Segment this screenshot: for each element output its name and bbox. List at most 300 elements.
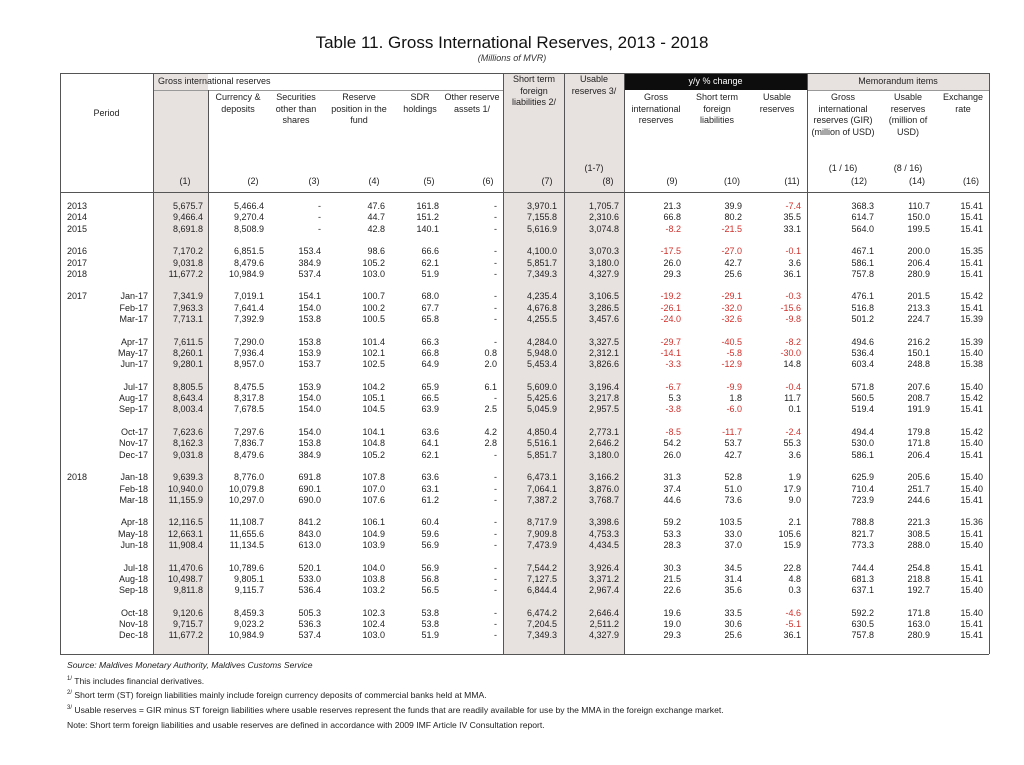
cell-col-12: 637.1 bbox=[851, 585, 874, 596]
cell-col-7: 5,609.0 bbox=[526, 381, 557, 392]
cell-col-7: 4,284.0 bbox=[526, 336, 557, 347]
row-period-label: Feb-17 bbox=[119, 302, 148, 313]
cell-col-2: 9,805.1 bbox=[233, 573, 264, 584]
row-year: 2015 bbox=[67, 223, 88, 234]
row-period-label: May-18 bbox=[117, 528, 148, 539]
cell-col-9: 22.6 bbox=[663, 585, 681, 596]
cell-col-13: 192.7 bbox=[907, 585, 930, 596]
cell-col-4: 104.9 bbox=[362, 528, 385, 539]
cell-col-7: 7,473.9 bbox=[526, 540, 557, 550]
cell-col-1: 10,940.0 bbox=[167, 483, 203, 494]
footnote-mark-3: 3/ bbox=[67, 705, 73, 712]
cell-col-9: -24.0 bbox=[660, 314, 681, 324]
cell-col-3: 154.1 bbox=[298, 291, 321, 302]
cell-col-6: 2.5 bbox=[484, 404, 497, 415]
cell-col-6: 6.1 bbox=[484, 381, 497, 392]
cell-col-9: 28.3 bbox=[663, 540, 681, 550]
cell-col-13: 110.7 bbox=[908, 201, 930, 211]
memo-group-header: Memorandum items bbox=[858, 76, 938, 86]
cell-col-8: 3,327.5 bbox=[588, 336, 619, 347]
cell-col-14: 15.36 bbox=[960, 517, 983, 528]
colnum-5: (5) bbox=[423, 176, 435, 186]
cell-col-10: -21.5 bbox=[721, 223, 742, 234]
cell-col-9: 53.3 bbox=[663, 528, 681, 539]
cell-col-7: 6,473.1 bbox=[526, 472, 557, 483]
cell-col-9: 44.6 bbox=[663, 494, 681, 505]
cell-col-5: 161.8 bbox=[416, 201, 439, 211]
cell-col-1: 12,663.1 bbox=[167, 528, 203, 539]
cell-col-4: 44.7 bbox=[367, 212, 385, 223]
colnum-7: (7) bbox=[541, 176, 553, 186]
cell-col-12: 571.8 bbox=[851, 381, 874, 392]
cell-col-4: 98.6 bbox=[367, 246, 385, 257]
cell-col-14: 15.39 bbox=[960, 336, 983, 347]
cell-col-4: 106.1 bbox=[362, 517, 385, 528]
cell-col-5: 65.9 bbox=[421, 381, 439, 392]
cell-col-12: 710.4 bbox=[851, 483, 874, 494]
cell-col-13: 213.3 bbox=[907, 302, 930, 313]
cell-col-12: 757.8 bbox=[851, 268, 874, 279]
cell-col-6: - bbox=[494, 585, 497, 596]
cell-col-9: -29.7 bbox=[660, 336, 681, 347]
cell-col-6: 2.0 bbox=[484, 359, 497, 370]
cell-col-4: 100.7 bbox=[362, 291, 385, 302]
cell-col-14: 15.42 bbox=[960, 393, 983, 404]
row-period-label: May-17 bbox=[117, 347, 148, 358]
cell-col-10: -32.6 bbox=[721, 314, 742, 324]
cell-col-4: 103.9 bbox=[362, 540, 385, 550]
cell-col-9: 5.3 bbox=[668, 393, 681, 404]
cell-col-6: - bbox=[494, 540, 497, 550]
cell-col-2: 7,836.7 bbox=[233, 438, 264, 449]
cell-col-1: 9,031.8 bbox=[172, 449, 203, 460]
cell-col-11: 3.6 bbox=[788, 257, 801, 268]
cell-col-10: 52.8 bbox=[724, 472, 742, 483]
cell-col-4: 102.5 bbox=[362, 359, 385, 370]
cell-col-6: - bbox=[494, 212, 497, 223]
footnote-3 bbox=[67, 705, 724, 715]
cell-col-11: 11.7 bbox=[784, 393, 801, 404]
cell-col-1: 9,811.8 bbox=[173, 585, 203, 596]
row-period-label: Apr-17 bbox=[120, 336, 148, 347]
cell-col-9: 21.5 bbox=[663, 573, 681, 584]
cell-col-5: 63.6 bbox=[421, 472, 439, 483]
row-period-label: Oct-18 bbox=[120, 607, 148, 618]
cell-col-13: 207.6 bbox=[907, 381, 930, 392]
cell-col-4: 101.4 bbox=[362, 336, 385, 347]
cell-col-4: 104.2 bbox=[362, 381, 385, 392]
cell-col-9: -8.5 bbox=[665, 427, 681, 437]
cell-col-5: 66.6 bbox=[421, 246, 439, 257]
cell-col-8: 2,646.2 bbox=[588, 438, 619, 449]
cell-col-9: -3.3 bbox=[665, 359, 681, 370]
cell-col-13: 308.5 bbox=[907, 528, 930, 539]
cell-col-7: 5,425.6 bbox=[526, 393, 557, 404]
cell-col-7: 4,100.0 bbox=[526, 246, 557, 257]
cell-col-5: 56.9 bbox=[421, 562, 439, 573]
cell-col-9: -6.7 bbox=[665, 381, 681, 392]
cell-col-5: 63.6 bbox=[421, 427, 439, 437]
cell-col-10: -32.0 bbox=[721, 302, 742, 313]
row-period-label: Mar-18 bbox=[119, 494, 148, 505]
cell-col-13: 208.7 bbox=[907, 393, 930, 404]
cell-col-11: 105.6 bbox=[778, 528, 801, 539]
cell-col-8: 2,957.5 bbox=[588, 404, 619, 415]
cell-col-5: 63.9 bbox=[421, 404, 439, 415]
col-sdr: SDR holdings bbox=[403, 92, 437, 114]
cell-col-1: 7,611.5 bbox=[173, 336, 203, 347]
row-period-label: Mar-17 bbox=[119, 314, 148, 324]
cell-col-5: 53.8 bbox=[421, 619, 439, 630]
footnote-2-text: Short term (ST) foreign liabilities mainly include foreign currency deposits of commercial banks held at MMA. bbox=[74, 690, 487, 700]
cell-col-14: 15.41 bbox=[960, 449, 983, 460]
cell-col-3: 384.9 bbox=[298, 257, 321, 268]
cell-col-1: 9,639.3 bbox=[172, 472, 203, 483]
row-year: 2018 bbox=[67, 472, 88, 483]
footnote-source: Source: Maldives Monetary Authority, Maldives Customs Service bbox=[67, 660, 313, 670]
cell-col-11: -0.4 bbox=[785, 381, 801, 392]
cell-col-12: 744.4 bbox=[851, 562, 874, 573]
cell-col-4: 105.2 bbox=[362, 257, 385, 268]
cell-col-1: 8,260.1 bbox=[172, 347, 203, 358]
formula-gir-usd: (1 / 16) bbox=[828, 163, 858, 173]
footnote-mark-1: 1/ bbox=[67, 676, 73, 683]
cell-col-1: 9,031.8 bbox=[172, 257, 203, 268]
cell-col-13: 191.9 bbox=[907, 404, 930, 415]
cell-col-1: 7,623.6 bbox=[172, 427, 203, 437]
memo-group-underline bbox=[807, 90, 989, 91]
cell-col-3: 153.8 bbox=[298, 336, 321, 347]
col-exchange-rate: Exchange rate bbox=[942, 92, 984, 114]
cell-col-1: 12,116.5 bbox=[168, 517, 203, 528]
cell-col-6: - bbox=[494, 393, 497, 404]
cell-col-4: 104.5 bbox=[362, 404, 385, 415]
cell-col-14: 15.39 bbox=[960, 314, 983, 324]
cell-col-8: 2,312.1 bbox=[588, 347, 619, 358]
cell-col-9: -26.1 bbox=[660, 302, 681, 313]
cell-col-11: -7.4 bbox=[785, 201, 801, 211]
cell-col-11: -5.1 bbox=[785, 619, 801, 630]
row-period-label: Jul-18 bbox=[123, 562, 148, 573]
row-period-label: Apr-18 bbox=[120, 517, 148, 528]
cell-col-8: 3,286.5 bbox=[588, 302, 619, 313]
cell-col-6: - bbox=[494, 517, 497, 528]
cell-col-3: 841.2 bbox=[298, 517, 321, 528]
cell-col-4: 42.8 bbox=[367, 223, 385, 234]
cell-col-9: 59.2 bbox=[663, 517, 681, 528]
cell-col-13: 199.5 bbox=[907, 223, 930, 234]
row-period-label: Jun-17 bbox=[120, 359, 148, 370]
cell-col-5: 59.6 bbox=[421, 528, 439, 539]
cell-col-3: 153.8 bbox=[298, 438, 321, 449]
cell-col-11: 55.3 bbox=[783, 438, 801, 449]
cell-col-13: 163.0 bbox=[907, 619, 930, 630]
cell-col-14: 15.40 bbox=[960, 347, 983, 358]
cell-col-8: 3,166.2 bbox=[588, 472, 619, 483]
col-other-reserve: Other reserve assets 1/ bbox=[444, 92, 500, 114]
cell-col-3: 153.8 bbox=[298, 314, 321, 324]
cell-col-2: 7,297.6 bbox=[233, 427, 264, 437]
row-period-label: Oct-17 bbox=[120, 427, 148, 437]
gir-group-underline bbox=[153, 90, 503, 91]
cell-col-2: 6,851.5 bbox=[233, 246, 264, 257]
cell-col-13: 150.1 bbox=[907, 347, 930, 358]
cell-col-3: 691.8 bbox=[298, 472, 321, 483]
cell-col-12: 586.1 bbox=[851, 449, 874, 460]
cell-col-13: 206.4 bbox=[907, 257, 930, 268]
cell-col-10: 42.7 bbox=[724, 449, 742, 460]
cell-col-4: 102.3 bbox=[362, 607, 385, 618]
cell-col-9: 19.6 bbox=[663, 607, 681, 618]
cell-col-5: 62.1 bbox=[421, 449, 439, 460]
cell-col-1: 9,280.1 bbox=[172, 359, 203, 370]
cell-col-9: 66.8 bbox=[663, 212, 681, 223]
cell-col-14: 15.41 bbox=[960, 630, 983, 641]
cell-col-6: - bbox=[494, 257, 497, 268]
cell-col-14: 15.41 bbox=[960, 494, 983, 505]
cell-col-14: 15.41 bbox=[960, 201, 983, 211]
cell-col-13: 288.0 bbox=[907, 540, 930, 550]
cell-col-14: 15.41 bbox=[960, 562, 983, 573]
cell-col-2: 8,957.0 bbox=[233, 359, 264, 370]
cell-col-1: 9,715.7 bbox=[172, 619, 203, 630]
cell-col-7: 5,948.0 bbox=[526, 347, 557, 358]
cell-col-6: - bbox=[494, 223, 497, 234]
cell-col-11: 0.1 bbox=[788, 404, 801, 415]
cell-col-8: 3,926.4 bbox=[588, 562, 619, 573]
row-period-label: Feb-18 bbox=[119, 483, 148, 494]
cell-col-12: 467.1 bbox=[851, 246, 874, 257]
cell-col-12: 681.3 bbox=[851, 573, 874, 584]
footnote-4: Note: Short term foreign liabilities and usable reserves are defined in accordance with 2009 IMF Article IV Consultation report. bbox=[67, 720, 545, 730]
cell-col-11: -30.0 bbox=[780, 347, 801, 358]
row-period-label: Jul-17 bbox=[123, 381, 148, 392]
cell-col-12: 530.0 bbox=[851, 438, 874, 449]
cell-col-6: 2.8 bbox=[484, 438, 497, 449]
cell-col-1: 8,003.4 bbox=[172, 404, 203, 415]
cell-col-10: -9.9 bbox=[726, 381, 742, 392]
cell-col-2: 7,290.0 bbox=[233, 336, 264, 347]
cell-col-8: 3,070.3 bbox=[588, 246, 619, 257]
footnote-1 bbox=[67, 676, 204, 686]
cell-col-3: 154.0 bbox=[298, 404, 321, 415]
cell-col-4: 104.1 bbox=[362, 427, 385, 437]
row-period-label: Sep-18 bbox=[118, 585, 148, 596]
cell-col-9: 37.4 bbox=[663, 483, 681, 494]
cell-col-11: 36.1 bbox=[783, 630, 801, 641]
cell-col-11: 9.0 bbox=[788, 494, 801, 505]
cell-col-4: 103.8 bbox=[362, 573, 385, 584]
cell-col-7: 7,204.5 bbox=[526, 619, 557, 630]
cell-col-12: 501.2 bbox=[851, 314, 874, 324]
cell-col-2: 10,984.9 bbox=[228, 268, 264, 279]
cell-col-7: 5,453.4 bbox=[526, 359, 557, 370]
cell-col-14: 15.41 bbox=[960, 573, 983, 584]
cell-col-11: 0.3 bbox=[788, 585, 801, 596]
cell-col-11: 36.1 bbox=[783, 268, 801, 279]
cell-col-8: 3,371.2 bbox=[588, 573, 619, 584]
cell-col-5: 68.0 bbox=[421, 291, 439, 302]
cell-col-14: 15.40 bbox=[960, 381, 983, 392]
cell-col-5: 151.2 bbox=[416, 212, 439, 223]
cell-col-10: -11.7 bbox=[722, 427, 742, 437]
cell-col-4: 102.4 bbox=[362, 619, 385, 630]
cell-col-13: 280.9 bbox=[907, 630, 930, 641]
cell-col-10: 42.7 bbox=[724, 257, 742, 268]
cell-col-4: 103.0 bbox=[362, 268, 385, 279]
cell-col-12: 536.4 bbox=[851, 347, 874, 358]
cell-col-6: - bbox=[494, 630, 497, 641]
cell-col-4: 105.2 bbox=[362, 449, 385, 460]
cell-col-7: 7,155.8 bbox=[526, 212, 557, 223]
footnote-mark-2: 2/ bbox=[67, 690, 73, 697]
cell-col-2: 10,297.0 bbox=[228, 494, 264, 505]
cell-col-5: 63.1 bbox=[421, 483, 439, 494]
cell-col-2: 10,079.8 bbox=[228, 483, 264, 494]
cell-col-8: 2,646.4 bbox=[588, 607, 619, 618]
cell-col-3: 690.0 bbox=[298, 494, 321, 505]
cell-col-11: -8.2 bbox=[785, 336, 801, 347]
cell-col-10: 37.0 bbox=[724, 540, 742, 550]
cell-col-4: 107.8 bbox=[362, 472, 385, 483]
cell-col-12: 516.8 bbox=[851, 302, 874, 313]
formula-usable: (1-7) bbox=[584, 163, 604, 173]
cell-col-13: 179.8 bbox=[907, 427, 930, 437]
cell-col-9: -19.2 bbox=[660, 291, 681, 302]
cell-col-1: 8,805.5 bbox=[172, 381, 203, 392]
cell-col-6: 0.8 bbox=[484, 347, 497, 358]
cell-col-10: 33.0 bbox=[724, 528, 742, 539]
cell-col-5: 65.8 bbox=[421, 314, 439, 324]
cell-col-13: 254.8 bbox=[907, 562, 930, 573]
cell-col-7: 7,387.2 bbox=[526, 494, 557, 505]
row-year: 2017 bbox=[67, 257, 88, 268]
footnote-3-text: Usable reserves = GIR minus ST foreign liabilities where usable reserves represent the funds that are readily available for use by the MMA in the foreign exchange market. bbox=[74, 705, 724, 715]
cell-col-1: 9,466.4 bbox=[172, 212, 203, 223]
cell-col-11: 35.5 bbox=[783, 212, 801, 223]
cell-col-9: -3.8 bbox=[665, 404, 681, 415]
cell-col-2: 7,678.5 bbox=[233, 404, 264, 415]
cell-col-13: 171.8 bbox=[907, 438, 930, 449]
row-year: 2018 bbox=[67, 268, 88, 279]
cell-col-13: 216.2 bbox=[907, 336, 930, 347]
cell-col-2: 10,789.6 bbox=[228, 562, 264, 573]
cell-col-10: 80.2 bbox=[724, 212, 742, 223]
cell-col-1: 11,470.6 bbox=[168, 562, 203, 573]
col-securities: Securities other than shares bbox=[275, 92, 317, 125]
cell-col-14: 15.35 bbox=[960, 246, 983, 257]
cell-col-1: 7,341.9 bbox=[172, 291, 203, 302]
cell-col-11: 17.9 bbox=[783, 483, 801, 494]
cell-col-6: - bbox=[494, 246, 497, 257]
cell-col-8: 2,773.1 bbox=[588, 427, 619, 437]
cell-col-3: 613.0 bbox=[298, 540, 321, 550]
cell-col-4: 100.2 bbox=[362, 302, 385, 313]
cell-col-6: - bbox=[494, 201, 497, 211]
cell-col-4: 100.5 bbox=[362, 314, 385, 324]
cell-col-7: 7,349.3 bbox=[526, 630, 557, 641]
cell-col-8: 4,753.3 bbox=[588, 528, 619, 539]
cell-col-6: - bbox=[494, 494, 497, 505]
col-yy-gir: Gross international reserves bbox=[631, 92, 681, 125]
cell-col-8: 4,327.9 bbox=[588, 268, 619, 279]
cell-col-4: 107.0 bbox=[362, 483, 385, 494]
cell-col-10: -27.0 bbox=[721, 246, 742, 257]
cell-col-8: 1,705.7 bbox=[588, 201, 619, 211]
cell-col-4: 104.8 bbox=[362, 438, 385, 449]
cell-col-3: 154.0 bbox=[298, 427, 321, 437]
row-period-label: Nov-18 bbox=[118, 619, 148, 630]
cell-col-1: 7,713.1 bbox=[172, 314, 203, 324]
cell-col-7: 4,255.5 bbox=[526, 314, 557, 324]
cell-col-1: 11,677.2 bbox=[168, 268, 203, 279]
cell-col-11: -15.6 bbox=[780, 302, 801, 313]
cell-col-12: 625.9 bbox=[851, 472, 874, 483]
cell-col-13: 224.7 bbox=[907, 314, 930, 324]
cell-col-13: 244.6 bbox=[907, 494, 930, 505]
row-period-label: Dec-18 bbox=[118, 630, 148, 641]
cell-col-14: 15.41 bbox=[960, 212, 983, 223]
cell-col-3: 154.0 bbox=[298, 393, 321, 404]
cell-col-10: -5.8 bbox=[726, 347, 742, 358]
cell-col-2: 8,479.6 bbox=[233, 449, 264, 460]
cell-col-10: 33.5 bbox=[724, 607, 742, 618]
cell-col-1: 7,963.3 bbox=[172, 302, 203, 313]
cell-col-1: 11,908.4 bbox=[168, 540, 203, 550]
colnum-9: (9) bbox=[666, 176, 678, 186]
colnum-3: (3) bbox=[308, 176, 320, 186]
cell-col-10: 53.7 bbox=[724, 438, 742, 449]
cell-col-3: - bbox=[318, 212, 321, 223]
cell-col-8: 3,217.8 bbox=[588, 393, 619, 404]
cell-col-14: 15.40 bbox=[960, 607, 983, 618]
cell-col-8: 4,434.5 bbox=[588, 540, 619, 550]
cell-col-10: 34.5 bbox=[724, 562, 742, 573]
cell-col-8: 3,398.6 bbox=[588, 517, 619, 528]
cell-col-3: - bbox=[318, 223, 321, 234]
cell-col-2: 8,459.3 bbox=[233, 607, 264, 618]
cell-col-12: 821.7 bbox=[851, 528, 874, 539]
cell-col-2: 11,108.7 bbox=[229, 517, 264, 528]
cell-col-12: 614.7 bbox=[851, 212, 874, 223]
cell-col-6: - bbox=[494, 483, 497, 494]
rule-yy bbox=[807, 73, 808, 654]
cell-col-1: 9,120.6 bbox=[172, 607, 203, 618]
cell-col-7: 7,349.3 bbox=[526, 268, 557, 279]
cell-col-8: 3,074.8 bbox=[588, 223, 619, 234]
cell-col-3: 537.4 bbox=[298, 268, 321, 279]
cell-col-2: 7,936.4 bbox=[233, 347, 264, 358]
cell-col-3: 690.1 bbox=[298, 483, 321, 494]
cell-col-8: 3,768.7 bbox=[588, 494, 619, 505]
cell-col-7: 4,235.4 bbox=[526, 291, 557, 302]
cell-col-14: 15.41 bbox=[960, 257, 983, 268]
cell-col-3: - bbox=[318, 201, 321, 211]
row-period-label: Nov-17 bbox=[118, 438, 148, 449]
cell-col-5: 66.8 bbox=[421, 347, 439, 358]
row-year: 2013 bbox=[67, 201, 88, 211]
cell-col-6: - bbox=[494, 472, 497, 483]
col-usable-usd: Usable reserves (million of USD) bbox=[888, 92, 928, 137]
cell-col-11: -4.6 bbox=[785, 607, 801, 618]
cell-col-9: 29.3 bbox=[663, 268, 681, 279]
cell-col-9: 26.0 bbox=[663, 257, 681, 268]
cell-col-7: 7,909.8 bbox=[526, 528, 557, 539]
cell-col-12: 368.3 bbox=[851, 201, 874, 211]
cell-col-4: 105.1 bbox=[362, 393, 385, 404]
colnum-2: (2) bbox=[247, 176, 259, 186]
cell-col-10: -6.0 bbox=[726, 404, 742, 415]
